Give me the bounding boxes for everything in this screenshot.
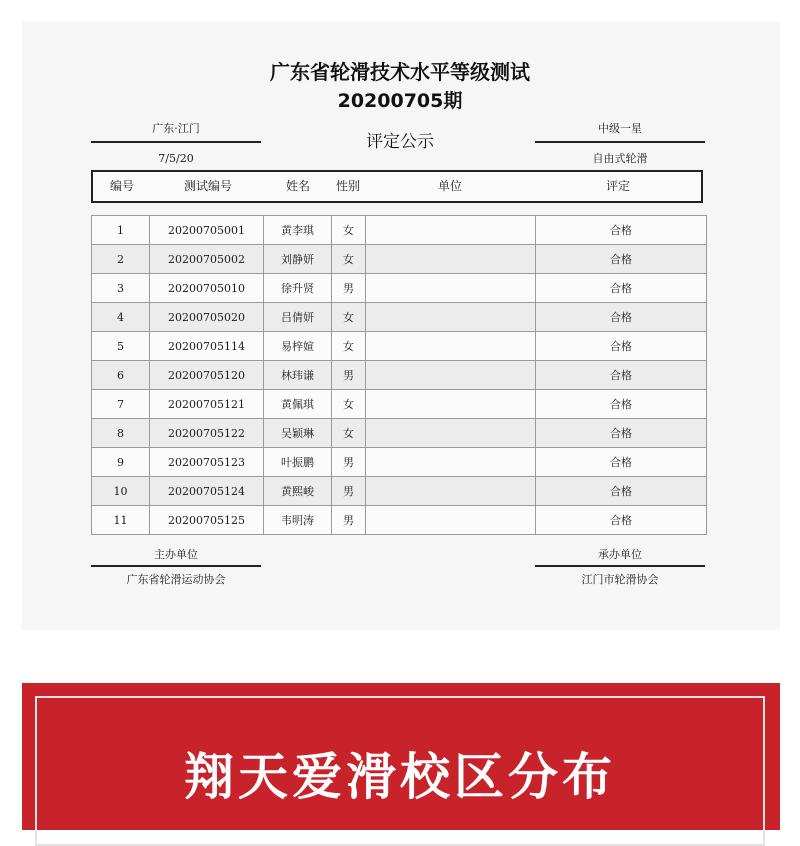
date-label: 7/5/20 <box>158 152 194 165</box>
gender-cell: 女 <box>332 332 366 361</box>
table-row <box>92 274 707 303</box>
unit-cell <box>366 448 536 477</box>
results-table-body <box>92 216 707 535</box>
row-number: 6 <box>92 361 150 390</box>
test-id-cell: 20200705122 <box>150 419 264 448</box>
name-cell: 林玮谦 <box>264 361 332 390</box>
document-subtitle: 20200705期 <box>337 90 463 112</box>
organizer-label: 承办单位 <box>598 548 642 561</box>
row-number: 7 <box>92 390 150 419</box>
results-table <box>91 215 707 535</box>
table-row <box>92 332 707 361</box>
result-cell: 合格 <box>536 216 707 245</box>
name-cell: 刘静妍 <box>264 245 332 274</box>
host-name: 广东省轮滑运动协会 <box>126 573 226 586</box>
gender-cell: 男 <box>332 274 366 303</box>
result-cell: 合格 <box>536 245 707 274</box>
test-id-cell: 20200705002 <box>150 245 264 274</box>
name-cell: 韦明涛 <box>264 506 332 535</box>
test-id-cell: 20200705114 <box>150 332 264 361</box>
test-id-cell: 20200705020 <box>150 303 264 332</box>
name-cell: 徐升贤 <box>264 274 332 303</box>
table-row <box>92 216 707 245</box>
gender-cell: 男 <box>332 448 366 477</box>
column-header-bar <box>91 170 703 203</box>
organizer-divider <box>535 565 705 567</box>
result-cell: 合格 <box>536 390 707 419</box>
document-title: 广东省轮滑技术水平等级测试 <box>270 60 530 84</box>
table-row <box>92 506 707 535</box>
table-row <box>92 419 707 448</box>
banner-title: 翔天爱滑校区分布 <box>184 748 616 806</box>
discipline-label: 自由式轮滑 <box>592 152 648 165</box>
result-cell: 合格 <box>536 419 707 448</box>
table-row <box>92 245 707 274</box>
result-cell: 合格 <box>536 477 707 506</box>
gender-cell: 男 <box>332 506 366 535</box>
gender-cell: 女 <box>332 245 366 274</box>
test-id-cell: 20200705001 <box>150 216 264 245</box>
gender-cell: 男 <box>332 477 366 506</box>
gender-cell: 女 <box>332 419 366 448</box>
name-cell: 黄李琪 <box>264 216 332 245</box>
table-row <box>92 390 707 419</box>
result-cell: 合格 <box>536 332 707 361</box>
table-row <box>92 477 707 506</box>
result-cell: 合格 <box>536 361 707 390</box>
column-header-number: 编号 <box>109 179 134 193</box>
result-cell: 合格 <box>536 506 707 535</box>
table-row <box>92 361 707 390</box>
location-label: 广东·江门 <box>152 122 200 135</box>
unit-cell <box>366 274 536 303</box>
gender-cell: 女 <box>332 390 366 419</box>
name-cell: 易梓媗 <box>264 332 332 361</box>
row-number: 5 <box>92 332 150 361</box>
row-number: 8 <box>92 419 150 448</box>
table-row <box>92 303 707 332</box>
name-cell: 吴颖琳 <box>264 419 332 448</box>
unit-cell <box>366 332 536 361</box>
host-divider <box>91 565 261 567</box>
test-id-cell: 20200705125 <box>150 506 264 535</box>
test-id-cell: 20200705120 <box>150 361 264 390</box>
test-id-cell: 20200705121 <box>150 390 264 419</box>
result-cell: 合格 <box>536 303 707 332</box>
row-number: 10 <box>92 477 150 506</box>
column-header-gender: 性别 <box>335 179 360 193</box>
name-cell: 叶振鹏 <box>264 448 332 477</box>
unit-cell <box>366 390 536 419</box>
column-header-name: 姓名 <box>285 179 310 193</box>
test-id-cell: 20200705123 <box>150 448 264 477</box>
name-cell: 黄熙峻 <box>264 477 332 506</box>
unit-cell <box>366 477 536 506</box>
table-row <box>92 448 707 477</box>
test-id-cell: 20200705010 <box>150 274 264 303</box>
level-label: 中级一星 <box>598 122 642 135</box>
name-cell: 黄佩琪 <box>264 390 332 419</box>
gender-cell: 男 <box>332 361 366 390</box>
unit-cell <box>366 216 536 245</box>
unit-cell <box>366 245 536 274</box>
result-cell: 合格 <box>536 448 707 477</box>
column-header-unit: 单位 <box>437 179 462 193</box>
host-label: 主办单位 <box>154 548 198 561</box>
column-header-result: 评定 <box>605 179 630 193</box>
row-number: 4 <box>92 303 150 332</box>
row-number: 3 <box>92 274 150 303</box>
column-header-test-id: 测试编号 <box>183 179 232 193</box>
test-id-cell: 20200705124 <box>150 477 264 506</box>
organizer-name: 江门市轮滑协会 <box>581 573 659 586</box>
row-number: 2 <box>92 245 150 274</box>
row-number: 11 <box>92 506 150 535</box>
unit-cell <box>366 361 536 390</box>
left-divider <box>91 141 261 143</box>
name-cell: 吕倩妍 <box>264 303 332 332</box>
row-number: 9 <box>92 448 150 477</box>
announcement-heading: 评定公示 <box>366 132 434 152</box>
result-cell: 合格 <box>536 274 707 303</box>
unit-cell <box>366 419 536 448</box>
unit-cell <box>366 506 536 535</box>
row-number: 1 <box>92 216 150 245</box>
gender-cell: 女 <box>332 303 366 332</box>
right-divider <box>535 141 705 143</box>
gender-cell: 女 <box>332 216 366 245</box>
unit-cell <box>366 303 536 332</box>
